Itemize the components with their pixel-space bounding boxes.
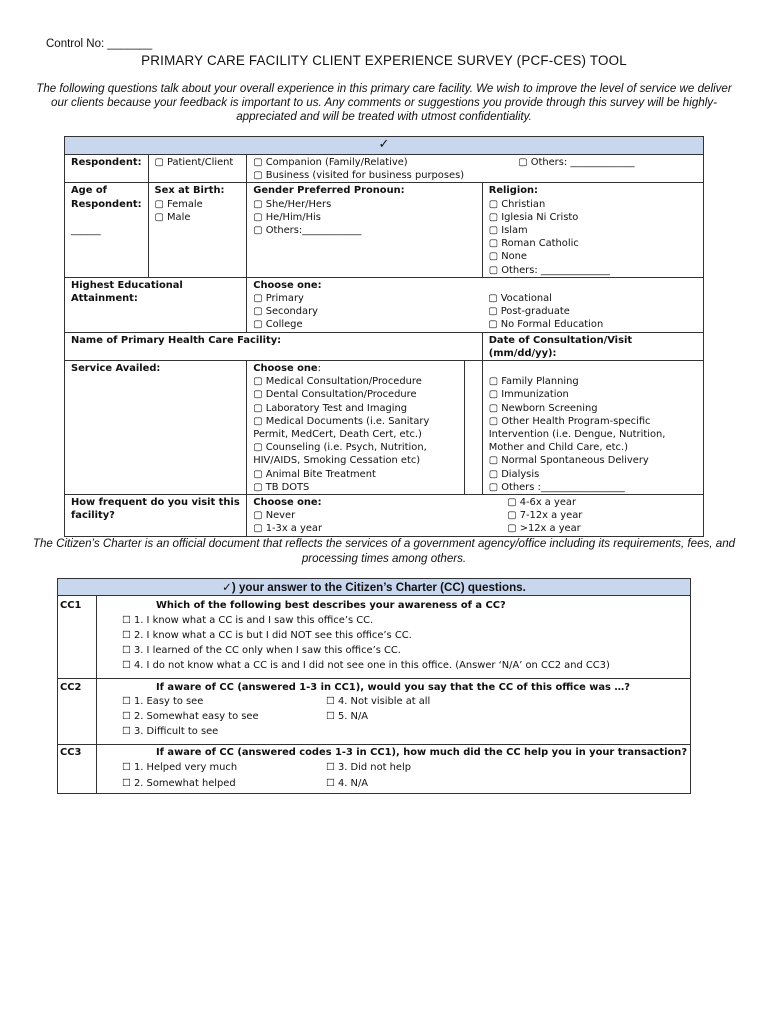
respondent-row [65, 155, 704, 183]
religion-option-others[interactable]: ▢ Others: ______________ [488, 264, 610, 276]
cc3-option-4[interactable]: ☐ 4. N/A [326, 778, 369, 789]
religion-option-christian[interactable]: ▢ Christian [488, 198, 546, 210]
service-label: Service Availed: [65, 361, 247, 495]
respondent-option-others[interactable]: ▢ Others: _____________ [518, 157, 635, 168]
service-option-dialysis[interactable]: ▢ Dialysis [488, 468, 540, 480]
frequency-option-12-plus[interactable]: ▢ >12x a year [507, 523, 581, 535]
education-choose-label: Choose one: [253, 279, 322, 291]
education-option-postgrad[interactable]: ▢ Post-graduate [488, 306, 570, 318]
age-label: Age of Respondent: [71, 185, 142, 210]
service-option-animal-bite[interactable]: ▢ Animal Bite Treatment [253, 468, 376, 480]
cc1-option-3[interactable]: ☐ 3. I learned of the CC only when I saw this office’s CC. [122, 645, 401, 656]
cc2-option-4[interactable]: ☐ 4. Not visible at all [326, 696, 431, 707]
service-option-others[interactable]: ▢ Others :_________________ [488, 481, 625, 493]
cc1-question: Which of the following best describes your awareness of a CC? [156, 600, 506, 611]
intro-text: The following questions talk about your overall experience in this primary care facility. We wish to improve the level of service we deliver our clients because your feedback is important to us. Any comments or suggestions you provide through this survey will be highly-appreciated and will be treated with utmost confidentiality. [36, 82, 732, 123]
religion-label: Religion: [488, 185, 539, 197]
cc2-tag: CC2 [60, 682, 82, 693]
sex-option-female[interactable]: ▢ Female [154, 198, 203, 210]
pronoun-option-he[interactable]: ▢ He/Him/His [253, 211, 321, 223]
service-option-delivery[interactable]: ▢ Normal Spontaneous Delivery [488, 455, 649, 467]
page-title: PRIMARY CARE FACILITY CLIENT EXPERIENCE SURVEY (PCF-CES) TOOL [141, 53, 627, 68]
service-divider-cell [464, 361, 482, 495]
education-option-none[interactable]: ▢ No Formal Education [488, 319, 604, 331]
frequency-option-7-12[interactable]: ▢ 7-12x a year [507, 510, 583, 522]
cc2-option-1[interactable]: ☐ 1. Easy to see [122, 696, 204, 707]
cc2-option-2[interactable]: ☐ 2. Somewhat easy to see [122, 711, 259, 722]
sex-option-male[interactable]: ▢ Male [154, 211, 191, 223]
respondent-option-patient[interactable]: ▢ Patient/Client [148, 155, 247, 183]
frequency-label: How frequent do you visit this facility? [65, 495, 247, 537]
pronoun-option-others[interactable]: ▢ Others:____________ [253, 225, 362, 237]
cc1-option-2[interactable]: ☐ 2. I know what a CC is but I did NOT see this office’s CC. [122, 630, 412, 641]
respondent-label: Respondent: [65, 155, 149, 183]
pronoun-option-she[interactable]: ▢ She/Her/Hers [253, 198, 332, 210]
cc1-option-1[interactable]: ☐ 1. I know what a CC is and I saw this office’s CC. [122, 615, 374, 626]
service-option-program[interactable]: ▢ Other Health Program-specific Intervention (i.e. Dengue, Nutrition, Mother and Child Care, etc.) [488, 415, 666, 454]
cc3-option-2[interactable]: ☐ 2. Somewhat helped [122, 778, 236, 789]
check-header: ✓ [65, 137, 704, 155]
service-choose-label: Choose one [253, 363, 318, 375]
citizens-charter-note: The Citizen’s Charter is an official document that reflects the services of a government agency/office including its requirements, fees, and processing times among others. [32, 537, 736, 565]
education-row [65, 277, 704, 332]
cc-column-divider [96, 596, 97, 793]
frequency-option-4-6[interactable]: ▢ 4-6x a year [507, 497, 577, 509]
education-option-college[interactable]: ▢ College [253, 319, 303, 331]
service-option-medical[interactable]: ▢ Medical Consultation/Procedure [253, 376, 422, 388]
service-option-tb-dots[interactable]: ▢ TB DOTS [253, 481, 310, 493]
education-label: Highest Educational Attainment: [65, 277, 247, 332]
cc1-option-4[interactable]: ☐ 4. I do not know what a CC is and I did not see one in this office. (Answer ‘N/A’ on CC2 and CC3) [122, 660, 610, 671]
religion-option-inc[interactable]: ▢ Iglesia Ni Cristo [488, 211, 579, 223]
education-option-vocational[interactable]: ▢ Vocational [488, 293, 552, 305]
age-field[interactable]: ______ [71, 224, 101, 236]
religion-option-none[interactable]: ▢ None [488, 251, 527, 263]
service-option-counseling[interactable]: ▢ Counseling (i.e. Psych, Nutrition, HIV/AIDS, Smoking Cessation etc) [253, 442, 427, 467]
cc3-option-1[interactable]: ☐ 1. Helped very much [122, 762, 238, 773]
service-option-family-planning[interactable]: ▢ Family Planning [488, 376, 579, 388]
frequency-option-1-3[interactable]: ▢ 1-3x a year [253, 523, 323, 535]
cc2-option-3[interactable]: ☐ 3. Difficult to see [122, 726, 219, 737]
respondent-option-companion[interactable]: ▢ Companion (Family/Relative) [253, 157, 408, 168]
education-option-secondary[interactable]: ▢ Secondary [253, 306, 318, 318]
frequency-row [65, 495, 704, 537]
cc1-tag: CC1 [60, 600, 82, 611]
cc2-question: If aware of CC (answered 1-3 in CC1), would you say that the CC of this office was …? [156, 682, 630, 693]
service-option-immunization[interactable]: ▢ Immunization [488, 389, 569, 401]
sex-label: Sex at Birth: [154, 185, 225, 197]
service-option-newborn[interactable]: ▢ Newborn Screening [488, 402, 598, 414]
respondent-option-business[interactable]: ▢ Business (visited for business purposes) [253, 170, 465, 182]
service-option-laboratory[interactable]: ▢ Laboratory Test and Imaging [253, 402, 408, 414]
cc3-tag: CC3 [60, 747, 82, 758]
demographics-row [65, 183, 704, 277]
facility-row [65, 332, 704, 360]
religion-option-islam[interactable]: ▢ Islam [488, 225, 528, 237]
cc-row-divider [58, 678, 690, 679]
service-row [65, 361, 704, 495]
frequency-choose-label: Choose one: [253, 497, 322, 509]
cc3-question: If aware of CC (answered codes 1-3 in CC1), how much did the CC help you in your transaction? [156, 747, 688, 758]
education-option-primary[interactable]: ▢ Primary [253, 293, 304, 305]
service-choose-colon: : [317, 363, 321, 375]
service-option-dental[interactable]: ▢ Dental Consultation/Procedure [253, 389, 417, 401]
cc-row-divider [58, 744, 690, 745]
cc-header: ✓) your answer to the Citizen’s Charter (CC) questions. [58, 579, 690, 596]
cc2-option-5[interactable]: ☐ 5. N/A [326, 711, 369, 722]
pronoun-label: Gender Preferred Pronoun: [253, 185, 405, 197]
facility-name-field[interactable]: Name of Primary Health Care Facility: [65, 332, 483, 360]
citizens-charter-questions [57, 578, 691, 794]
client-info-form [64, 136, 704, 537]
service-option-documents[interactable]: ▢ Medical Documents (i.e. Sanitary Permit, MedCert, Death Cert, etc.) [253, 415, 430, 441]
frequency-option-never[interactable]: ▢ Never [253, 510, 296, 522]
cc3-option-3[interactable]: ☐ 3. Did not help [326, 762, 411, 773]
control-number: Control No: _______ [46, 38, 153, 50]
consultation-date-field[interactable]: Date of Consultation/Visit (mm/dd/yy): [482, 332, 703, 360]
religion-option-catholic[interactable]: ▢ Roman Catholic [488, 238, 579, 250]
